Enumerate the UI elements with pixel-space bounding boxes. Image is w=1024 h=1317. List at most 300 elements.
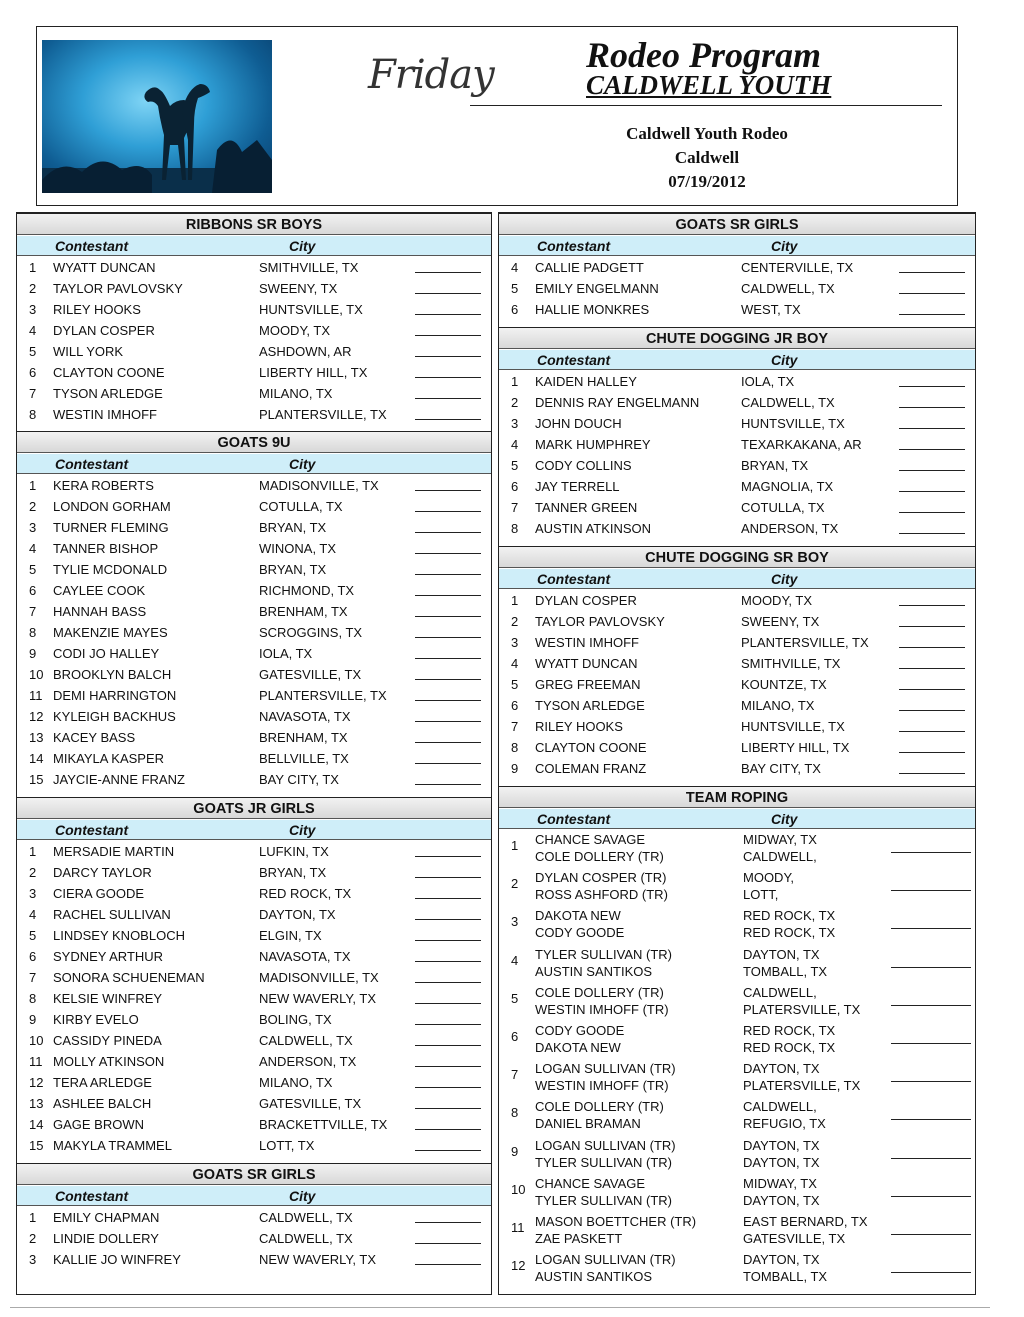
score-blank[interactable] xyxy=(415,721,481,722)
contestant-name: WYATT DUNCAN xyxy=(53,260,156,275)
table-row xyxy=(17,341,491,362)
score-blank[interactable] xyxy=(415,616,481,617)
contestant-city: RICHMOND, TX xyxy=(259,583,355,598)
heeler-roper: CODY GOODE xyxy=(535,925,625,941)
score-blank[interactable] xyxy=(415,1066,481,1067)
score-blank[interactable] xyxy=(899,449,965,450)
heeler-roper: AUSTIN SANTIKOS xyxy=(535,963,653,979)
city-2: CALDWELL, xyxy=(743,849,817,864)
table-row xyxy=(17,299,491,320)
entry-number: 12 xyxy=(29,709,44,724)
contestant-header: Contestant xyxy=(55,1188,129,1204)
table-row xyxy=(17,580,491,601)
score-blank[interactable] xyxy=(415,595,481,596)
table-row xyxy=(499,455,975,476)
table-row xyxy=(499,590,975,611)
team-row xyxy=(499,947,975,985)
signature: Friday xyxy=(368,52,494,98)
city-1: MIDWAY, TX xyxy=(743,1175,817,1191)
contestant-name: HANNAH BASS xyxy=(53,604,147,619)
contestant-name: CAYLEE COOK xyxy=(53,583,146,598)
score-blank[interactable] xyxy=(415,335,481,336)
contestant-city: BRYAN, TX xyxy=(259,520,327,535)
score-blank[interactable] xyxy=(891,967,971,968)
contestant-name: TYSON ARLEDGE xyxy=(535,698,645,713)
left-column xyxy=(16,212,492,1295)
city-header: City xyxy=(771,811,798,827)
score-blank[interactable] xyxy=(899,470,965,471)
contestant-city: ANDERSON, TX xyxy=(259,1054,357,1069)
table-row xyxy=(17,643,491,664)
entry-number: 15 xyxy=(29,772,44,787)
entry-number: 6 xyxy=(511,1029,519,1044)
score-blank[interactable] xyxy=(415,1045,481,1046)
page-subtitle: CALDWELL YOUTH xyxy=(586,70,832,100)
score-blank[interactable] xyxy=(415,919,481,920)
score-blank[interactable] xyxy=(415,700,481,701)
team-row xyxy=(499,908,975,946)
score-blank[interactable] xyxy=(415,940,481,941)
score-blank[interactable] xyxy=(891,1234,971,1235)
score-blank[interactable] xyxy=(891,890,971,891)
score-blank[interactable] xyxy=(891,1081,971,1082)
contestant-city: BRACKETTVILLE, TX xyxy=(259,1117,388,1132)
entry-number: 6 xyxy=(29,949,37,964)
entry-number: 6 xyxy=(511,479,519,494)
table-row xyxy=(17,1009,491,1030)
event-title: GOATS 9U xyxy=(17,431,491,453)
contestant-city: COTULLA, TX xyxy=(259,499,343,514)
contestant-name: SONORA SCHUENEMAN xyxy=(53,970,205,985)
table-row xyxy=(499,299,975,320)
contestant-city: WEST, TX xyxy=(741,302,801,317)
score-blank[interactable] xyxy=(415,1264,481,1265)
contestant-name: KELSIE WINFREY xyxy=(53,991,163,1006)
city-1: RED ROCK, TX xyxy=(743,908,836,924)
score-blank[interactable] xyxy=(415,1150,481,1151)
signature-line xyxy=(470,105,942,106)
contestant-name: COLEMAN FRANZ xyxy=(535,761,647,776)
score-blank[interactable] xyxy=(899,533,965,534)
header-roper: CHANCE SAVAGE xyxy=(535,1175,646,1191)
city-2: RED ROCK, TX xyxy=(743,1040,836,1055)
table-row xyxy=(499,632,975,653)
entry-number: 5 xyxy=(511,990,519,1006)
entry-number: 12 xyxy=(511,1258,526,1274)
table-row xyxy=(499,674,975,695)
score-blank[interactable] xyxy=(899,314,965,315)
contestant-name: MARK HUMPHREY xyxy=(535,437,651,452)
score-blank[interactable] xyxy=(891,1119,971,1120)
contestant-city: NEW WAVERLY, TX xyxy=(259,1252,377,1267)
contestant-name: BROOKLYN BALCH xyxy=(53,667,172,682)
contestant-city: BRYAN, TX xyxy=(741,458,809,473)
score-blank[interactable] xyxy=(891,1158,971,1159)
score-blank[interactable] xyxy=(415,293,481,294)
table-row xyxy=(17,841,491,862)
header-roper: COLE DOLLERY (TR) xyxy=(535,1099,664,1115)
score-blank[interactable] xyxy=(415,553,481,554)
entry-number: 5 xyxy=(511,281,519,296)
contestant-name: RACHEL SULLIVAN xyxy=(53,907,171,922)
entry-number: 14 xyxy=(29,751,44,766)
table-row xyxy=(17,475,491,496)
score-blank[interactable] xyxy=(415,658,481,659)
table-row xyxy=(17,769,491,790)
score-blank[interactable] xyxy=(415,490,481,491)
table-row xyxy=(499,413,975,434)
entry-number: 6 xyxy=(29,365,37,380)
score-blank[interactable] xyxy=(415,742,481,743)
score-blank[interactable] xyxy=(415,679,481,680)
score-blank[interactable] xyxy=(415,1003,481,1004)
heeler-roper: TYLER SULLIVAN (TR) xyxy=(535,1154,673,1170)
city-2: REFUGIO, TX xyxy=(743,1116,826,1132)
score-blank[interactable] xyxy=(415,419,481,420)
team-row xyxy=(499,1138,975,1176)
score-blank[interactable] xyxy=(899,605,965,606)
score-blank[interactable] xyxy=(899,407,965,408)
score-blank[interactable] xyxy=(899,689,965,690)
table-row xyxy=(17,559,491,580)
city-1: DAYTON, TX xyxy=(743,1137,820,1153)
entry-number: 7 xyxy=(511,500,519,515)
contestant-name: HALLIE MONKRES xyxy=(535,302,650,317)
table-row xyxy=(499,392,975,413)
entry-number: 4 xyxy=(511,952,519,968)
entry-number: 2 xyxy=(29,281,37,296)
score-blank[interactable] xyxy=(899,647,965,648)
contestant-name: WILL YORK xyxy=(53,344,124,359)
score-blank[interactable] xyxy=(899,272,965,273)
entry-number: 8 xyxy=(511,740,519,755)
entry-number: 8 xyxy=(29,407,37,422)
city-2: PLATERSVILLE, TX xyxy=(743,1078,861,1094)
contestant-name: KAIDEN HALLEY xyxy=(535,374,637,389)
rodeo-date: 07/19/2012 xyxy=(668,172,746,191)
table-row xyxy=(17,1249,491,1270)
contestant-name: KERA ROBERTS xyxy=(53,478,154,493)
table-row xyxy=(17,1135,491,1156)
entry-number: 2 xyxy=(29,499,37,514)
entry-number: 13 xyxy=(29,730,44,745)
team-row xyxy=(499,1099,975,1137)
contestant-header: Contestant xyxy=(537,811,611,827)
score-blank[interactable] xyxy=(899,512,965,513)
score-blank[interactable] xyxy=(415,856,481,857)
table-row xyxy=(17,664,491,685)
contestant-name: TURNER FLEMING xyxy=(53,520,169,535)
contestant-city: COTULLA, TX xyxy=(741,500,825,515)
rodeo-location: Caldwell xyxy=(674,148,740,167)
header-roper: CODY GOODE xyxy=(535,1023,625,1038)
table-row xyxy=(17,946,491,967)
contestant-name: GAGE BROWN xyxy=(53,1117,145,1132)
column-header xyxy=(499,809,975,829)
contestant-name: DYLAN COSPER xyxy=(535,593,637,608)
city-1: DAYTON, TX xyxy=(743,1252,820,1268)
score-blank[interactable] xyxy=(415,1129,481,1130)
contestant-name: RILEY HOOKS xyxy=(535,719,623,734)
score-blank[interactable] xyxy=(415,398,481,399)
contestant-header: Contestant xyxy=(55,238,129,254)
contestant-city: ANDERSON, TX xyxy=(741,521,839,536)
score-blank[interactable] xyxy=(899,731,965,732)
contestant-city: SMITHVILLE, TX xyxy=(741,656,841,671)
entry-number: 1 xyxy=(511,374,519,389)
entry-number: 10 xyxy=(29,667,44,682)
contestant-name: CALLIE PADGETT xyxy=(535,260,644,275)
score-blank[interactable] xyxy=(415,377,481,378)
contestant-name: EMILY CHAPMAN xyxy=(53,1210,160,1225)
contestant-name: TERA ARLEDGE xyxy=(53,1075,152,1090)
entry-number: 6 xyxy=(511,698,519,713)
table-row xyxy=(17,1072,491,1093)
heeler-roper: AUSTIN SANTIKOS xyxy=(535,1269,653,1285)
score-blank[interactable] xyxy=(415,982,481,983)
score-blank[interactable] xyxy=(415,1243,481,1244)
rodeo-name: Caldwell Youth Rodeo xyxy=(626,124,788,143)
entry-number: 2 xyxy=(29,865,37,880)
score-blank[interactable] xyxy=(899,668,965,669)
contestant-city: ELGIN, TX xyxy=(259,928,322,943)
entry-number: 3 xyxy=(29,886,37,901)
event-title: RIBBONS SR BOYS xyxy=(17,213,491,235)
contestant-name: LINDIE DOLLERY xyxy=(53,1231,159,1246)
contestant-name: CODI JO HALLEY xyxy=(53,646,160,661)
contestant-city: LIBERTY HILL, TX xyxy=(741,740,850,755)
score-blank[interactable] xyxy=(415,314,481,315)
table-row xyxy=(499,758,975,779)
contestant-name: LONDON GORHAM xyxy=(53,499,171,514)
event-title: TEAM ROPING xyxy=(499,786,975,808)
score-blank[interactable] xyxy=(415,356,481,357)
score-blank[interactable] xyxy=(415,272,481,273)
score-blank[interactable] xyxy=(891,1196,971,1197)
header-roper: LOGAN SULLIVAN (TR) xyxy=(535,1252,676,1268)
score-blank[interactable] xyxy=(415,1222,481,1223)
score-blank[interactable] xyxy=(899,293,965,294)
entry-number: 3 xyxy=(29,1252,37,1267)
entry-number: 2 xyxy=(511,395,519,410)
right-column xyxy=(498,212,976,1295)
score-blank[interactable] xyxy=(891,1272,971,1273)
contestant-city: PLANTERSVILLE, TX xyxy=(741,635,869,650)
heeler-roper: ZAE PASKETT xyxy=(535,1231,623,1246)
column-header xyxy=(17,236,491,256)
city-1: EAST BERNARD, TX xyxy=(743,1214,868,1229)
contestant-name: MOLLY ATKINSON xyxy=(53,1054,165,1069)
score-blank[interactable] xyxy=(891,1043,971,1044)
table-row xyxy=(17,1093,491,1114)
entry-number: 2 xyxy=(29,1231,37,1246)
entry-number: 4 xyxy=(511,656,519,671)
team-row xyxy=(499,1252,975,1290)
entry-number: 2 xyxy=(511,614,519,629)
contestant-city: SWEENY, TX xyxy=(259,281,338,296)
contestant-city: DAYTON, TX xyxy=(259,907,336,922)
entry-number: 2 xyxy=(511,876,519,892)
contestant-city: MOODY, TX xyxy=(259,323,331,338)
entry-number: 1 xyxy=(29,1210,37,1225)
contestant-city: MADISONVILLE, TX xyxy=(259,970,379,985)
contestant-city: PLANTERSVILLE, TX xyxy=(259,407,387,422)
contestant-city: BRENHAM, TX xyxy=(259,604,348,619)
contestant-header: Contestant xyxy=(537,352,611,368)
event-title: GOATS SR GIRLS xyxy=(17,1163,491,1185)
contestant-city: LIBERTY HILL, TX xyxy=(259,365,368,380)
team-row xyxy=(499,985,975,1023)
contestant-city: TEXARKAKANA, AR xyxy=(741,437,862,452)
contestant-city: ASHDOWN, AR xyxy=(259,344,352,359)
table-row xyxy=(499,611,975,632)
column-header xyxy=(17,820,491,840)
score-blank[interactable] xyxy=(891,928,971,929)
team-row xyxy=(499,1176,975,1214)
entry-number: 3 xyxy=(29,302,37,317)
contestant-city: CALDWELL, TX xyxy=(741,281,835,296)
entry-number: 4 xyxy=(511,437,519,452)
score-blank[interactable] xyxy=(415,1108,481,1109)
city-1: CALDWELL, xyxy=(743,984,817,1000)
contestant-city: CALDWELL, TX xyxy=(741,395,835,410)
contestant-city: CALDWELL, TX xyxy=(259,1033,353,1048)
heeler-roper: COLE DOLLERY (TR) xyxy=(535,849,664,864)
header-roper: MASON BOETTCHER (TR) xyxy=(535,1214,697,1229)
contestant-name: DYLAN COSPER xyxy=(53,323,155,338)
table-row xyxy=(17,622,491,643)
city-2: TOMBALL, TX xyxy=(743,1269,828,1285)
entry-number: 9 xyxy=(29,1012,37,1027)
entry-number: 9 xyxy=(511,1143,519,1159)
contestant-city: SMITHVILLE, TX xyxy=(259,260,359,275)
contestant-name: SYDNEY ARTHUR xyxy=(53,949,164,964)
contestant-city: GATESVILLE, TX xyxy=(259,667,362,682)
table-row xyxy=(17,685,491,706)
contestant-city: RED ROCK, TX xyxy=(259,886,352,901)
event-title: CHUTE DOGGING JR BOY xyxy=(499,327,975,349)
city-2: GATESVILLE, TX xyxy=(743,1231,846,1246)
page-title: Rodeo Program xyxy=(586,35,822,75)
entry-number: 4 xyxy=(29,907,37,922)
header-roper: LOGAN SULLIVAN (TR) xyxy=(535,1061,676,1077)
contestant-name: WYATT DUNCAN xyxy=(535,656,638,671)
score-blank[interactable] xyxy=(899,752,965,753)
table-row xyxy=(17,538,491,559)
entry-number: 5 xyxy=(29,344,37,359)
contestant-name: RILEY HOOKS xyxy=(53,302,141,317)
table-row xyxy=(17,925,491,946)
contestant-city: BRYAN, TX xyxy=(259,562,327,577)
contestant-name: KALLIE JO WINFREY xyxy=(53,1252,181,1267)
score-blank[interactable] xyxy=(899,773,965,774)
header-roper: DYLAN COSPER (TR) xyxy=(535,870,667,886)
contestant-city: BRENHAM, TX xyxy=(259,730,348,745)
table-row xyxy=(17,517,491,538)
team-row xyxy=(499,1061,975,1099)
score-blank[interactable] xyxy=(415,763,481,764)
score-blank[interactable] xyxy=(415,784,481,785)
team-row xyxy=(499,870,975,908)
contestant-city: LOTT, TX xyxy=(259,1138,315,1153)
contestant-city: CALDWELL, TX xyxy=(259,1210,353,1225)
table-row xyxy=(17,404,491,425)
contestant-name: KIRBY EVELO xyxy=(53,1012,139,1027)
entry-number: 8 xyxy=(29,625,37,640)
contestant-name: TYSON ARLEDGE xyxy=(53,386,163,401)
table-row xyxy=(17,967,491,988)
entry-number: 6 xyxy=(511,302,519,317)
score-blank[interactable] xyxy=(891,852,971,853)
city-header: City xyxy=(289,1188,316,1204)
score-blank[interactable] xyxy=(899,710,965,711)
event-title: GOATS JR GIRLS xyxy=(17,797,491,819)
table-row xyxy=(499,476,975,497)
score-blank[interactable] xyxy=(899,491,965,492)
table-row xyxy=(17,1114,491,1135)
entry-number: 11 xyxy=(511,1220,525,1235)
score-blank[interactable] xyxy=(899,626,965,627)
entry-number: 9 xyxy=(511,761,519,776)
contestant-city: MILANO, TX xyxy=(259,386,333,401)
contestant-name: MAKYLA TRAMMEL xyxy=(53,1138,172,1153)
contestant-city: SWEENY, TX xyxy=(741,614,820,629)
column-header xyxy=(17,454,491,474)
entry-number: 7 xyxy=(29,604,37,619)
city-1: MOODY, xyxy=(743,870,795,886)
contestant-city: BAY CITY, TX xyxy=(259,772,339,787)
header-roper: DAKOTA NEW xyxy=(535,908,621,924)
contestant-city: CENTERVILLE, TX xyxy=(741,260,854,275)
header-roper: TYLER SULLIVAN (TR) xyxy=(535,946,673,962)
entry-number: 7 xyxy=(511,719,519,734)
score-blank[interactable] xyxy=(415,1024,481,1025)
table-row xyxy=(17,1030,491,1051)
score-blank[interactable] xyxy=(415,637,481,638)
contestant-city: KOUNTZE, TX xyxy=(741,677,827,692)
city-1: DAYTON, TX xyxy=(743,946,820,962)
contestant-name: TAYLOR PAVLOVSKY xyxy=(53,281,183,296)
contestant-header: Contestant xyxy=(537,238,611,254)
entry-number: 3 xyxy=(511,416,519,431)
entry-number: 1 xyxy=(29,478,37,493)
score-blank[interactable] xyxy=(415,532,481,533)
table-row xyxy=(499,434,975,455)
score-blank[interactable] xyxy=(415,511,481,512)
score-blank[interactable] xyxy=(415,961,481,962)
score-blank[interactable] xyxy=(899,386,965,387)
contestant-name: WESTIN IMHOFF xyxy=(535,635,639,650)
contestant-city: HUNTSVILLE, TX xyxy=(741,416,845,431)
score-blank[interactable] xyxy=(415,574,481,575)
contestant-header: Contestant xyxy=(55,822,129,838)
contestant-city: HUNTSVILLE, TX xyxy=(259,302,363,317)
table-row xyxy=(17,383,491,404)
entry-number: 9 xyxy=(29,646,37,661)
contestant-name: MERSADIE MARTIN xyxy=(53,844,175,859)
table-row xyxy=(17,1207,491,1228)
city-2: DAYTON, TX xyxy=(743,1154,820,1170)
score-blank[interactable] xyxy=(891,1005,971,1006)
city-2: RED ROCK, TX xyxy=(743,925,836,941)
score-blank[interactable] xyxy=(899,428,965,429)
score-blank[interactable] xyxy=(415,1087,481,1088)
entry-number: 1 xyxy=(511,593,519,608)
score-blank[interactable] xyxy=(415,898,481,899)
score-blank[interactable] xyxy=(415,877,481,878)
contestant-city: WINONA, TX xyxy=(259,541,337,556)
entry-number: 4 xyxy=(29,541,37,556)
